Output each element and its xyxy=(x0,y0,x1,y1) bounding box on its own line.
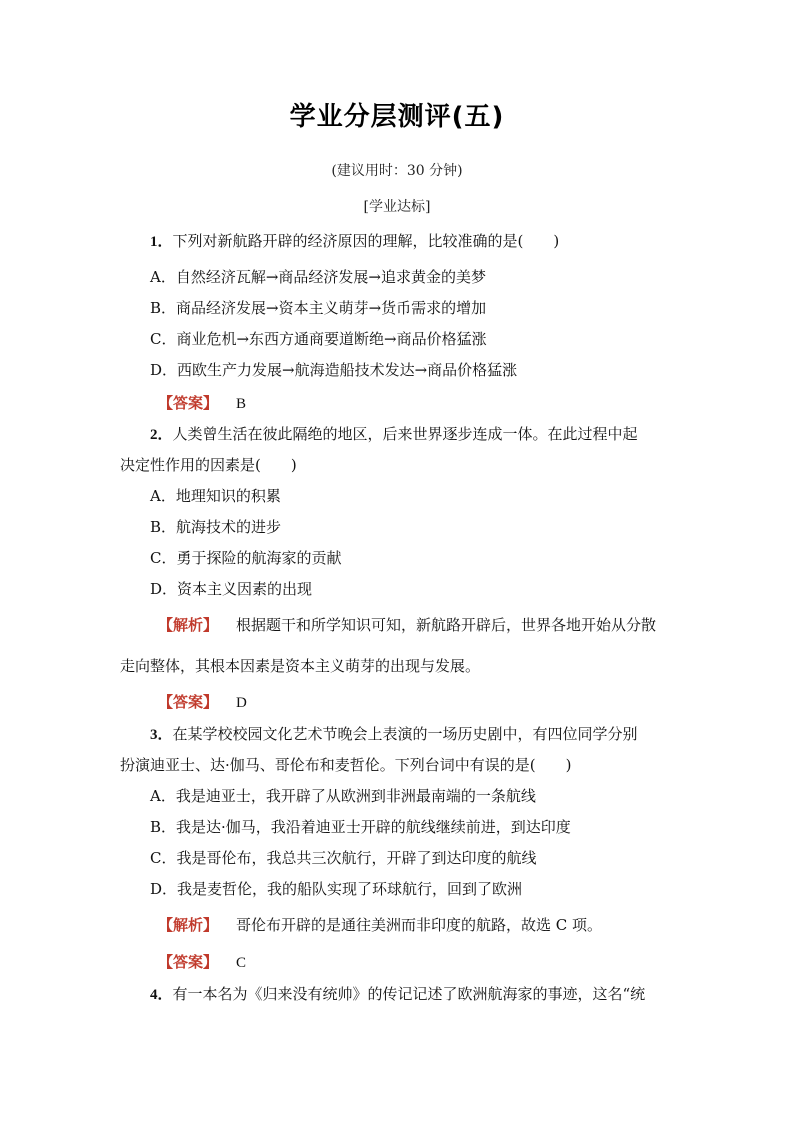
question-4-stem-line-1 xyxy=(150,984,710,1005)
question-3-stem-line-1 xyxy=(150,724,710,745)
question-1-option-d: D．西欧生产力发展→航海造船技术发达→商品价格猛涨 xyxy=(150,361,518,379)
question-2-option-c: C．勇于探险的航海家的贡献 xyxy=(150,549,342,567)
answer-value: C xyxy=(236,955,247,971)
question-1-option-a: A．自然经济瓦解→商品经济发展→追求黄金的美梦 xyxy=(150,268,486,286)
answer-tag: 【答案】 xyxy=(158,693,219,711)
question-text: 有一本名为《归来没有统帅》的传记记述了欧洲航海家的事迹，这名“统 xyxy=(172,985,646,1003)
question-3-option-d: D．我是麦哲伦，我的船队实现了环球航行，回到了欧洲 xyxy=(150,880,523,898)
question-3-answer xyxy=(158,952,718,973)
question-2-option-d: D．资本主义因素的出现 xyxy=(150,580,313,598)
question-2-stem-line-2: 决定性作用的因素是( ) xyxy=(120,456,297,474)
question-2-explanation-line-1 xyxy=(158,615,718,635)
time-note: (建议用时：30 分钟) xyxy=(331,163,463,179)
question-3-stem-line-2: 扮演迪亚士、达·伽马、哥伦布和麦哲伦。下列台词中有误的是( ) xyxy=(120,756,572,774)
answer-value: D xyxy=(236,695,247,711)
question-text: 人类曾生活在彼此隔绝的地区，后来世界逐步连成一体。在此过程中起 xyxy=(172,425,638,443)
question-2-explanation-line-2: 走向整体，其根本因素是资本主义萌芽的出现与发展。 xyxy=(120,657,481,675)
question-number: 3． xyxy=(150,727,173,743)
question-2-option-b: B．航海技术的进步 xyxy=(150,518,282,536)
explanation-tag: 【解析】 xyxy=(158,616,219,634)
question-number: 1． xyxy=(150,234,173,250)
explanation-tag: 【解析】 xyxy=(158,916,219,934)
question-text: 在某学校校园文化艺术节晚会上表演的一场历史剧中，有四位同学分别 xyxy=(172,725,638,743)
question-1-option-c: C．商业危机→东西方通商要道断绝→商品价格猛涨 xyxy=(150,330,487,348)
question-number: 4． xyxy=(150,987,173,1003)
question-2-answer xyxy=(158,692,718,713)
question-number: 2． xyxy=(150,427,173,443)
explanation-text: 哥伦布开辟的是通往美洲而非印度的航路，故选 C 项。 xyxy=(236,916,603,934)
question-3-option-a: A．我是迪亚士，我开辟了从欧洲到非洲最南端的一条航线 xyxy=(150,787,536,805)
question-1-answer xyxy=(158,393,718,414)
question-2-stem-line-1 xyxy=(150,424,710,445)
question-1-option-b: B．商品经济发展→资本主义萌芽→货币需求的增加 xyxy=(150,299,487,317)
answer-tag: 【答案】 xyxy=(158,953,219,971)
question-3-option-b: B．我是达·伽马，我沿着迪亚士开辟的航线继续前进，到达印度 xyxy=(150,818,571,836)
question-1-stem xyxy=(150,231,710,252)
question-3-option-c: C．我是哥伦布，我总共三次航行，开辟了到达印度的航线 xyxy=(150,849,537,867)
page-title: 学业分层测评(五) xyxy=(289,102,505,132)
answer-tag: 【答案】 xyxy=(158,394,219,412)
question-text: 下列对新航路开辟的经济原因的理解，比较准确的是( ) xyxy=(172,232,560,250)
section-heading: [学业达标] xyxy=(363,199,431,215)
answer-value: B xyxy=(236,396,247,412)
question-2-option-a: A．地理知识的积累 xyxy=(150,487,281,505)
explanation-text: 根据题干和所学知识可知，新航路开辟后，世界各地开始从分散 xyxy=(236,616,657,634)
question-3-explanation xyxy=(158,915,718,935)
